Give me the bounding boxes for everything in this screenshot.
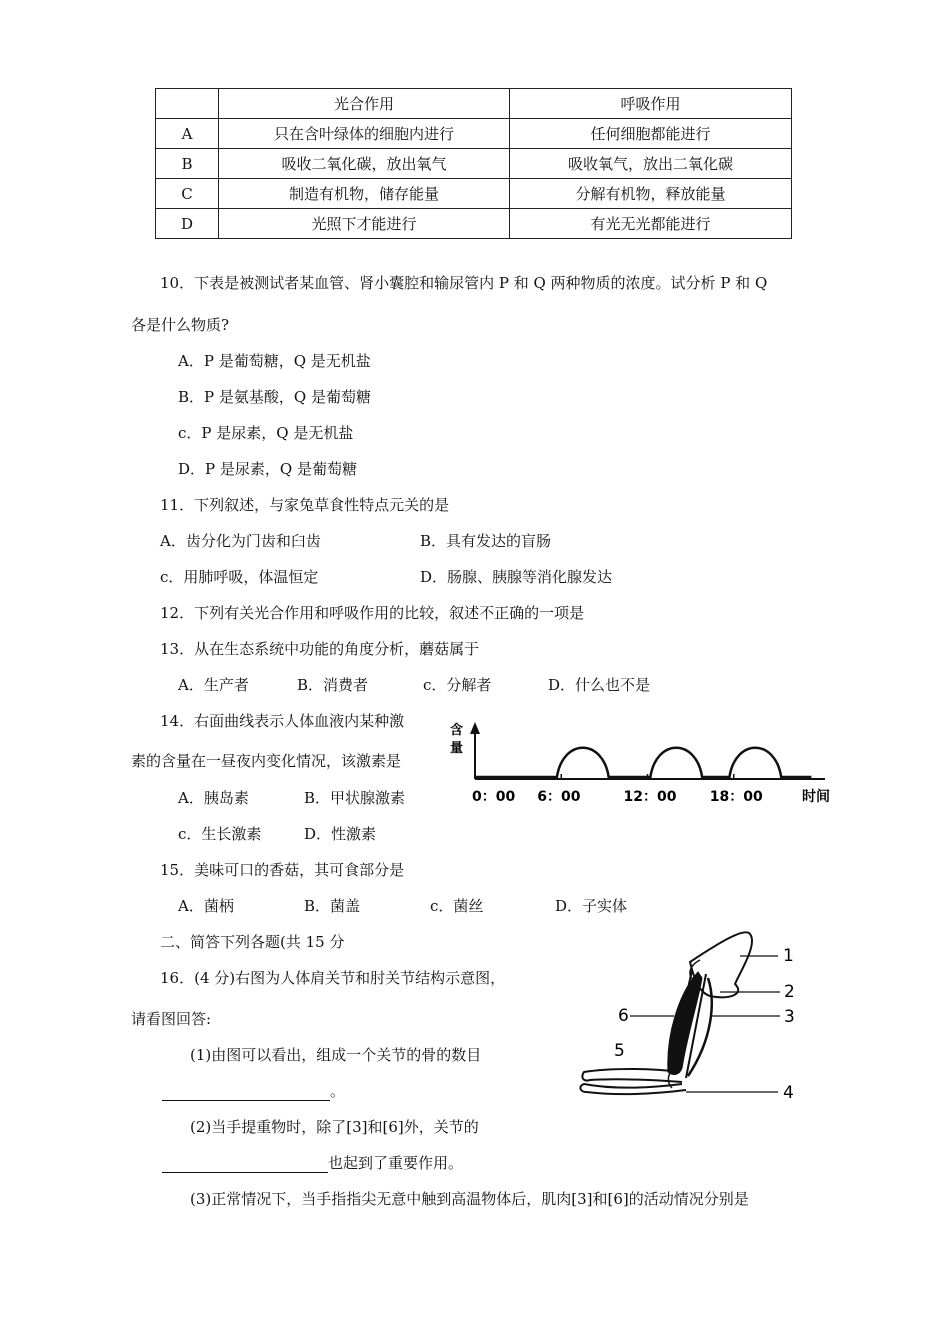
q11-option-c: c．用肺呼吸，体温恒定 bbox=[160, 568, 319, 586]
q16-part3: (3)正常情况下，当手指指尖无意中触到高温物体后，肌肉[3]和[6]的活动情况分别是 bbox=[190, 1190, 749, 1208]
q12-stem: 12．下列有关光合作用和呼吸作用的比较，叙述不正确的一项是 bbox=[160, 604, 585, 622]
q14-stem: 14．右面曲线表示人体血液内某种激 bbox=[160, 712, 405, 730]
q10-stem: 10．下表是被测试者某血管、肾小囊腔和输尿管内 P 和 Q 两种物质的浓度。试分析 P 和 Q bbox=[160, 274, 768, 292]
q10-stem-cont: 各是什么物质? bbox=[131, 316, 230, 334]
chart-ylabel-bottom: 量 bbox=[450, 741, 464, 756]
q11-stem: 11．下列叙述，与家兔草食性特点元关的是 bbox=[160, 496, 450, 514]
q16-part1-answer bbox=[162, 1081, 345, 1101]
chart-xlabel: 时间 bbox=[802, 789, 830, 805]
label-6: 6 bbox=[618, 1006, 629, 1026]
q14-option-d: D．性激素 bbox=[304, 825, 377, 843]
table-cell: 吸收二氧化碳，放出氧气 bbox=[219, 149, 510, 179]
table-header-cell bbox=[156, 89, 219, 119]
q16-part2: (2)当手提重物时，除了[3]和[6]外，关节的 bbox=[190, 1118, 479, 1136]
chart-series-line bbox=[475, 748, 811, 777]
label-4: 4 bbox=[783, 1083, 794, 1103]
q10-option-d: D．P 是尿素，Q 是葡萄糖 bbox=[178, 460, 357, 478]
q11-option-a: A．齿分化为门齿和臼齿 bbox=[160, 532, 321, 550]
q16-part2-answer bbox=[162, 1153, 463, 1173]
table-header-cell: 呼吸作用 bbox=[510, 89, 792, 119]
q10-option-b: B．P 是氨基酸，Q 是葡萄糖 bbox=[178, 388, 371, 406]
chart-y-arrow bbox=[470, 722, 480, 734]
table-cell: B bbox=[156, 149, 219, 179]
table-cell: A bbox=[156, 119, 219, 149]
table-cell: D bbox=[156, 209, 219, 239]
table-row bbox=[156, 119, 792, 149]
q10-option-c: c．P 是尿素，Q 是无机盐 bbox=[178, 424, 354, 442]
q14-stem-cont: 素的含量在一昼夜内变化情况，该激素是 bbox=[131, 752, 402, 770]
chart-x-tick-label: 6：00 bbox=[537, 789, 581, 805]
table-cell: 吸收氧气，放出二氧化碳 bbox=[510, 149, 792, 179]
chart-x-tick-label: 18：00 bbox=[709, 789, 763, 805]
q11-option-b: B．具有发达的盲肠 bbox=[420, 532, 552, 550]
table-cell: 只在含叶绿体的细胞内进行 bbox=[219, 119, 510, 149]
q14-option-c: c．生长激素 bbox=[178, 825, 262, 843]
q13-stem: 13．从在生态系统中功能的角度分析，蘑菇属于 bbox=[160, 640, 480, 658]
chart-x-tick-label: 0：00 bbox=[472, 789, 516, 805]
table-row bbox=[156, 209, 792, 239]
chart-x-tick-label: 12：00 bbox=[623, 789, 677, 805]
q15-option-a: A．菌柄 bbox=[178, 897, 234, 915]
q10-option-a: A．P 是葡萄糖，Q 是无机盐 bbox=[178, 352, 371, 370]
table-row bbox=[156, 179, 792, 209]
q11-option-d: D．肠腺、胰腺等消化腺发达 bbox=[420, 568, 613, 586]
table-cell: 光照下才能进行 bbox=[219, 209, 510, 239]
table-cell: 分解有机物，释放能量 bbox=[510, 179, 792, 209]
q15-stem: 15．美味可口的香菇，其可食部分是 bbox=[160, 861, 405, 879]
q13-option-a: A．生产者 bbox=[178, 676, 249, 694]
table-cell: 制造有机物，储存能量 bbox=[219, 179, 510, 209]
q15-option-d: D．子实体 bbox=[555, 897, 628, 915]
q16-part1-end: 。 bbox=[330, 1082, 346, 1100]
table-cell: C bbox=[156, 179, 219, 209]
table-cell: 有光无光都能进行 bbox=[510, 209, 792, 239]
answer-blank[interactable] bbox=[162, 1156, 328, 1173]
table-cell: 任何细胞都能进行 bbox=[510, 119, 792, 149]
joint-diagram bbox=[570, 922, 810, 1107]
forearm-bone-upper bbox=[582, 1069, 682, 1082]
q13-option-d: D．什么也不是 bbox=[548, 676, 651, 694]
label-5: 5 bbox=[614, 1041, 625, 1061]
answer-blank[interactable] bbox=[162, 1084, 330, 1101]
table-header-cell: 光合作用 bbox=[219, 89, 510, 119]
hormone-chart bbox=[440, 712, 850, 812]
table-header-row bbox=[156, 89, 792, 119]
q14-option-a: A．胰岛素 bbox=[178, 789, 249, 807]
q15-option-b: B．菌盖 bbox=[304, 897, 361, 915]
q13-option-b: B．消费者 bbox=[297, 676, 369, 694]
label-3: 3 bbox=[784, 1007, 795, 1027]
q13-option-c: c．分解者 bbox=[423, 676, 492, 694]
table-row bbox=[156, 149, 792, 179]
q16-stem: 16．(4 分)右图为人体肩关节和肘关节结构示意图， bbox=[160, 969, 506, 987]
chart-ylabel-top: 含 bbox=[450, 723, 464, 738]
comparison-table bbox=[155, 88, 792, 239]
section-title: 二、简答下列各题(共 15 分 bbox=[160, 933, 345, 951]
q16-part1: (1)由图可以看出，组成一个关节的骨的数目 bbox=[190, 1046, 482, 1064]
q15-option-c: c．菌丝 bbox=[430, 897, 484, 915]
q16-part2-end: 也起到了重要作用。 bbox=[328, 1154, 464, 1172]
q16-stem-cont: 请看图回答: bbox=[131, 1010, 212, 1028]
label-2: 2 bbox=[784, 982, 795, 1002]
label-1: 1 bbox=[783, 946, 794, 966]
q14-option-b: B．甲状腺激素 bbox=[304, 789, 406, 807]
